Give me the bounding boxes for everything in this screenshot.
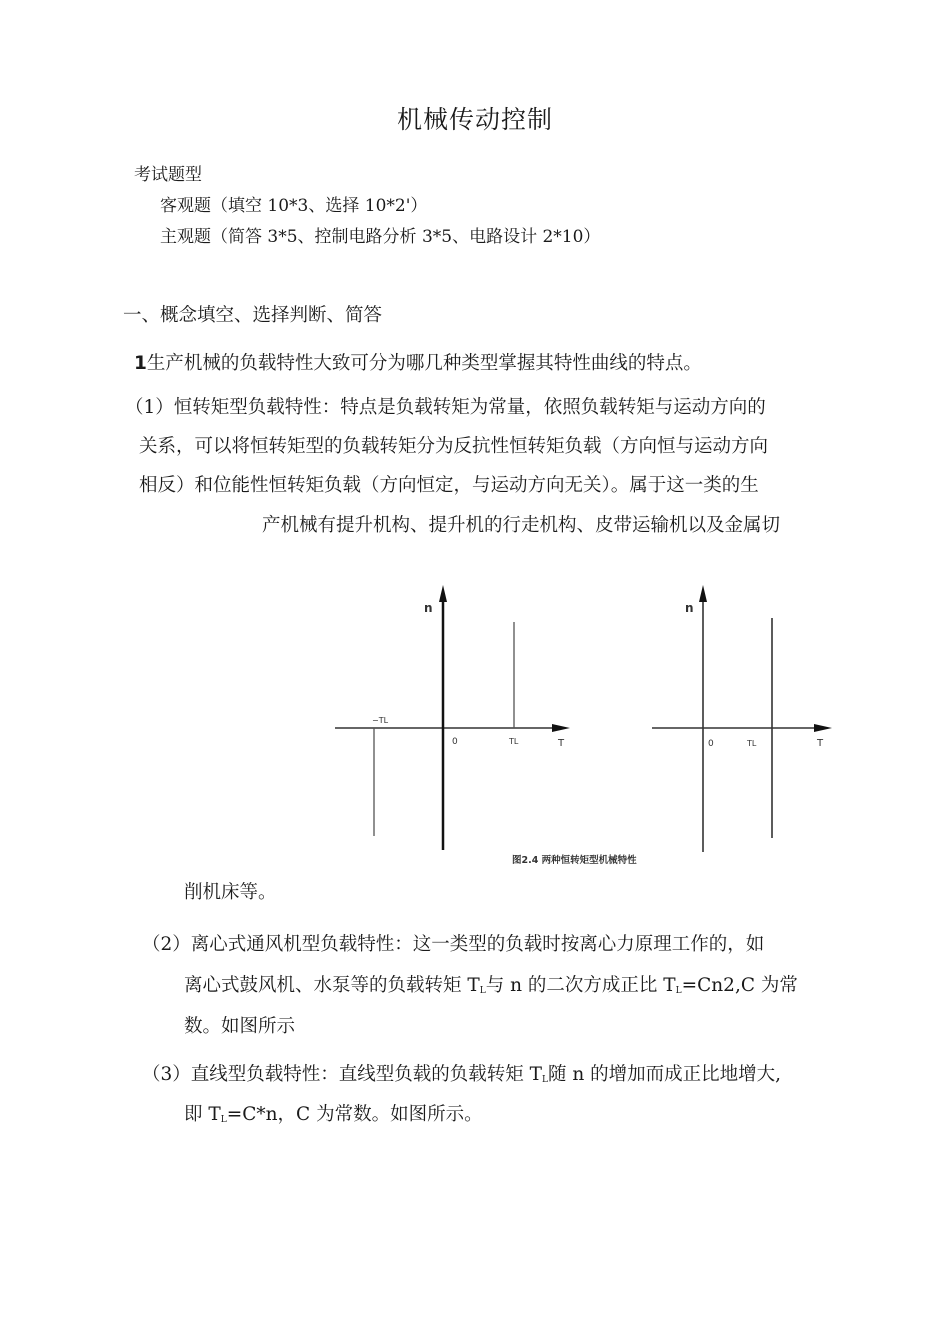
origin-label: 0 <box>708 739 714 749</box>
subscript: L <box>542 1075 548 1085</box>
subscript: L <box>479 986 486 996</box>
page-title: 机械传动控制 <box>396 105 553 134</box>
text-run: 离心式鼓风机、水泵等的负载转矩 T <box>184 975 480 996</box>
subscript: L <box>220 1115 227 1125</box>
t-axis-arrow-right <box>814 724 832 732</box>
exam-objective-line: 客观题（填空 10*3、选择 10*2'） <box>160 196 428 216</box>
text-run: 即 T <box>184 1104 221 1125</box>
potential-torque-diagram <box>652 585 832 852</box>
text-run: 与 n 的二次方成正比 T <box>485 975 676 996</box>
neg-tl-label: −TL <box>372 716 389 725</box>
paragraph-2-line-3: 数。如图所示 <box>184 1016 296 1037</box>
figure-caption: 图2.4 两种恒转矩型机械特性 <box>512 855 637 866</box>
text-run: 随 n 的增加而成正比地增大, <box>547 1064 782 1085</box>
n-axis-label: n <box>424 601 433 615</box>
tl-label: TL <box>747 739 757 748</box>
paragraph-1-line-1: （1）恒转矩型负载特性：特点是负载转矩为常量，依照负载转矩与运动方向的 <box>125 397 766 418</box>
text-run: =Cn2,C 为常 <box>681 975 798 996</box>
t-axis-label: T <box>558 738 565 749</box>
reactive-torque-diagram <box>335 585 570 850</box>
paragraph-1-line-4: 产机械有提升机构、提升机的行走机构、皮带运输机以及金属切 <box>262 515 781 536</box>
paragraph-1-line-3: 相反）和位能性恒转矩负载（方向恒定，与运动方向无关）。属于这一类的生 <box>139 475 759 496</box>
subscript: L <box>675 986 682 996</box>
n-axis-arrow-right <box>699 585 707 602</box>
section-heading: 一、概念填空、选择判断、简答 <box>123 305 383 326</box>
tl-label: TL <box>509 737 519 746</box>
paragraph-3-line-2 <box>184 1100 483 1126</box>
t-axis-label: T <box>817 738 824 749</box>
paragraph-3-line-1 <box>142 1060 781 1086</box>
paragraph-1-line-5: 削机床等。 <box>184 882 277 903</box>
text-run: =C*n，C 为常数。如图所示。 <box>226 1104 483 1125</box>
exam-types-heading: 考试题型 <box>134 165 202 185</box>
t-axis-arrow-left <box>552 724 570 732</box>
n-axis-label: n <box>685 601 694 615</box>
question-text: 生产机械的负载特性大致可分为哪几种类型掌握其特性曲线的特点。 <box>146 353 702 374</box>
origin-label: 0 <box>452 737 458 747</box>
exam-subjective-line: 主观题（简答 3*5、控制电路分析 3*5、电路设计 2*10） <box>160 227 601 247</box>
n-axis-arrow-left <box>439 585 447 602</box>
text-run: （3）直线型负载特性：直线型负载的负载转矩 T <box>142 1064 542 1085</box>
torque-characteristic-figure <box>330 580 840 870</box>
question-number: 1 <box>134 353 147 374</box>
paragraph-2-line-2 <box>184 971 798 997</box>
paragraph-2-line-1: （2）离心式通风机型负载特性：这一类型的负载时按离心力原理工作的，如 <box>142 934 765 955</box>
paragraph-1-line-2: 关系，可以将恒转矩型的负载转矩分为反抗性恒转矩负载（方向恒与运动方向 <box>139 436 769 457</box>
question-1 <box>134 349 702 375</box>
